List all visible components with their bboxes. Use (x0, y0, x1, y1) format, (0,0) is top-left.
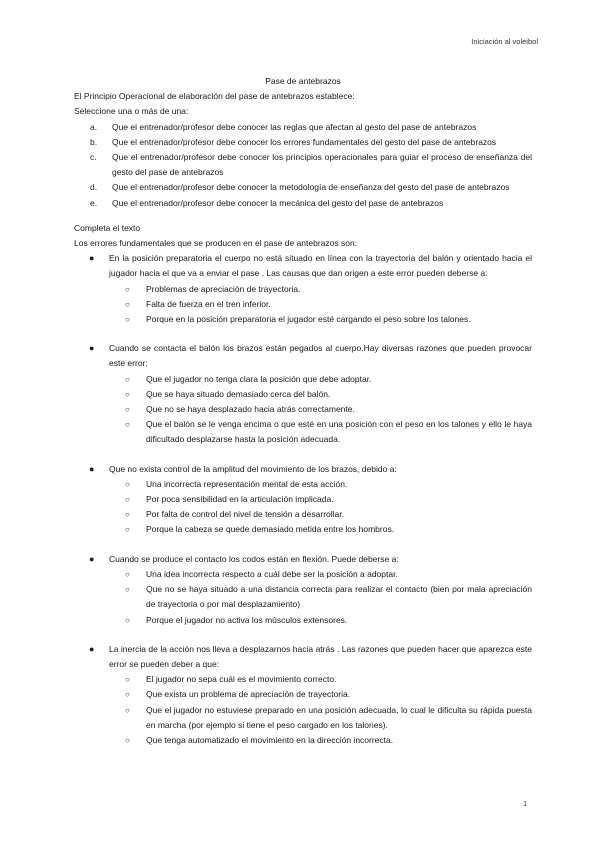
cause-text: Que se haya situado demasiado cerca del balón. (146, 388, 331, 399)
circle-bullet-icon: ○ (125, 284, 130, 294)
document-body (74, 74, 532, 762)
cause-item (125, 492, 532, 507)
cause-item (125, 477, 532, 492)
error-text: Cuando se contacta el balón los brazos están pegados al cuerpo.Hay diversas razones que pueden provocar este error: (109, 343, 532, 369)
error-item (89, 552, 532, 628)
circle-bullet-icon: ○ (125, 569, 130, 579)
question1-prompt: El Principio Operacional de elaboración del pase de antebrazos establece: (74, 91, 355, 102)
option-marker: c. (90, 152, 97, 163)
cause-item (125, 613, 532, 628)
circle-bullet-icon: ○ (125, 374, 130, 384)
question2-heading: Completa el texto (74, 222, 141, 233)
cause-item (125, 672, 532, 687)
cause-text: Porque la cabeza se quede demasiado metida entre los hombros. (146, 524, 395, 535)
cause-item (125, 372, 532, 387)
cause-item (125, 297, 532, 312)
cause-item (125, 582, 532, 612)
page-number: 1 (523, 801, 527, 808)
option-text: Que el entrenador/profesor debe conocer la mecánica del gesto del pase de antebrazos (112, 197, 444, 208)
circle-bullet-icon: ○ (125, 405, 130, 415)
error-text: La inercia de la acción nos lleva a desplazarnos hacia atrás . Las razones que pueden hacer que aparezca este error se pueden deber a que: (109, 643, 532, 669)
circle-bullet-icon: ○ (125, 705, 130, 715)
circle-bullet-icon: ○ (125, 315, 130, 325)
circle-bullet-icon: ○ (125, 690, 130, 700)
cause-item (125, 417, 532, 447)
option-b[interactable] (90, 135, 532, 150)
cause-item (125, 282, 532, 297)
cause-text: El jugador no sepa cuál es el movimiento correcto. (146, 674, 337, 685)
error-text: Que no exista control de la amplitud del movimiento de los brazos, debido a: (109, 463, 397, 474)
circle-bullet-icon: ○ (125, 495, 130, 505)
cause-item (125, 312, 532, 327)
option-marker: d. (90, 182, 98, 193)
cause-item (125, 703, 532, 733)
bullet-icon: ● (89, 253, 95, 264)
option-a[interactable] (90, 120, 532, 135)
circle-bullet-icon: ○ (125, 735, 130, 745)
cause-list (109, 372, 532, 448)
cause-item (125, 507, 532, 522)
cause-text: Que el jugador no estuviese preparado en una posición adecuada, lo cual le dificulta su rápida puesta en marcha (por ejemplo si tiene el peso cargado en los talones). (146, 704, 532, 730)
cause-text: Problemas de apreciación de trayectoria. (146, 283, 301, 294)
cause-list (109, 672, 532, 748)
error-item (89, 642, 532, 748)
cause-list (109, 477, 532, 538)
cause-item (125, 687, 532, 702)
cause-item (125, 733, 532, 748)
error-item (89, 462, 532, 538)
option-text: Que el entrenador/profesor debe conocer los errores fundamentales del gesto del pase de antebrazos (112, 136, 497, 147)
question2-intro: Los errores fundamentales que se producen en el pase de antebrazos son: (74, 238, 358, 249)
option-text: Que el entrenador/profesor debe conocer la metodología de enseñanza del gesto del pase de antebrazos (112, 182, 510, 193)
cause-list (109, 567, 532, 628)
circle-bullet-icon: ○ (125, 389, 130, 399)
error-text: En la posición preparatoria el cuerpo no está situado en línea con la trayectoria del balón y orientado hacia el jugador hacia el que va a enviar el pase . Las causas que dan origen a este error pueden deberse a: (109, 253, 532, 279)
circle-bullet-icon: ○ (125, 585, 130, 595)
question1-instruction: Seleccione una o más de una: (74, 106, 189, 117)
page-title: Pase de antebrazos (265, 76, 341, 86)
bullet-icon: ● (89, 553, 95, 564)
cause-item (125, 402, 532, 417)
circle-bullet-icon: ○ (125, 479, 130, 489)
cause-text: Que el balón se le venga encima o que esté en una posición con el peso en los talones y ello le haya dificultado desplazarse hasta la posición adecuada. (146, 419, 532, 445)
option-marker: e. (90, 197, 98, 208)
bullet-icon: ● (89, 463, 95, 474)
cause-text: Que no se haya desplazado hacia atrás correctamente. (146, 404, 355, 415)
option-c[interactable] (90, 150, 532, 180)
error-text: Cuando se produce el contacto los codos están en flexión. Puede deberse a: (109, 553, 399, 564)
bullet-icon: ● (89, 343, 95, 354)
cause-text: Porque en la posición preparatoria el jugador esté cargando el peso sobre los talones. (146, 314, 471, 325)
circle-bullet-icon: ○ (125, 675, 130, 685)
bullet-icon: ● (89, 643, 95, 654)
error-item (89, 341, 532, 447)
cause-text: Falta de fuerza en el tren inferior. (146, 298, 271, 309)
error-list (74, 251, 532, 748)
circle-bullet-icon: ○ (125, 615, 130, 625)
error-item (89, 251, 532, 327)
circle-bullet-icon: ○ (125, 510, 130, 520)
cause-item (125, 387, 532, 402)
cause-text: Por poca sensibilidad en la articulación implicada. (146, 494, 334, 505)
cause-list (109, 282, 532, 328)
option-e[interactable] (90, 196, 532, 211)
cause-text: Que no se haya situado a una distancia correcta para realizar el contacto (bien por mala apreciación de trayectoria o por mal desplazamiento) (146, 584, 532, 610)
option-marker: a. (90, 121, 98, 132)
option-list (74, 120, 532, 211)
cause-text: Porque el jugador no activa los músculos extensores. (146, 614, 348, 625)
cause-text: Una incorrecta representación mental de esta acción. (146, 478, 348, 489)
circle-bullet-icon: ○ (125, 299, 130, 309)
cause-text: Que el jugador no tenga clara la posición que debe adoptar. (146, 373, 372, 384)
page-header: Iniciación al voleibol (471, 37, 538, 46)
cause-text: Por falta de control del nivel de tensión a desarrollar. (146, 509, 344, 520)
circle-bullet-icon: ○ (125, 420, 130, 430)
cause-text: Que exista un problema de apreciación de trayectoria. (146, 689, 351, 700)
circle-bullet-icon: ○ (125, 525, 130, 535)
cause-text: Que tenga automatizado el movimiento en la dirección incorrecta. (146, 734, 394, 745)
cause-item (125, 522, 532, 537)
option-text: Que el entrenador/profesor debe conocer los principios operacionales para guiar el proceso de enseñanza del gesto del pase de antebrazos (112, 152, 532, 178)
option-marker: b. (90, 136, 98, 147)
cause-text: Una idea incorrecta respecto a cuál debe ser la posición a adoptar. (146, 568, 398, 579)
option-d[interactable] (90, 180, 532, 195)
option-text: Que el entrenador/profesor debe conocer las reglas que afectan al gesto del pase de antebrazos (112, 121, 477, 132)
cause-item (125, 567, 532, 582)
